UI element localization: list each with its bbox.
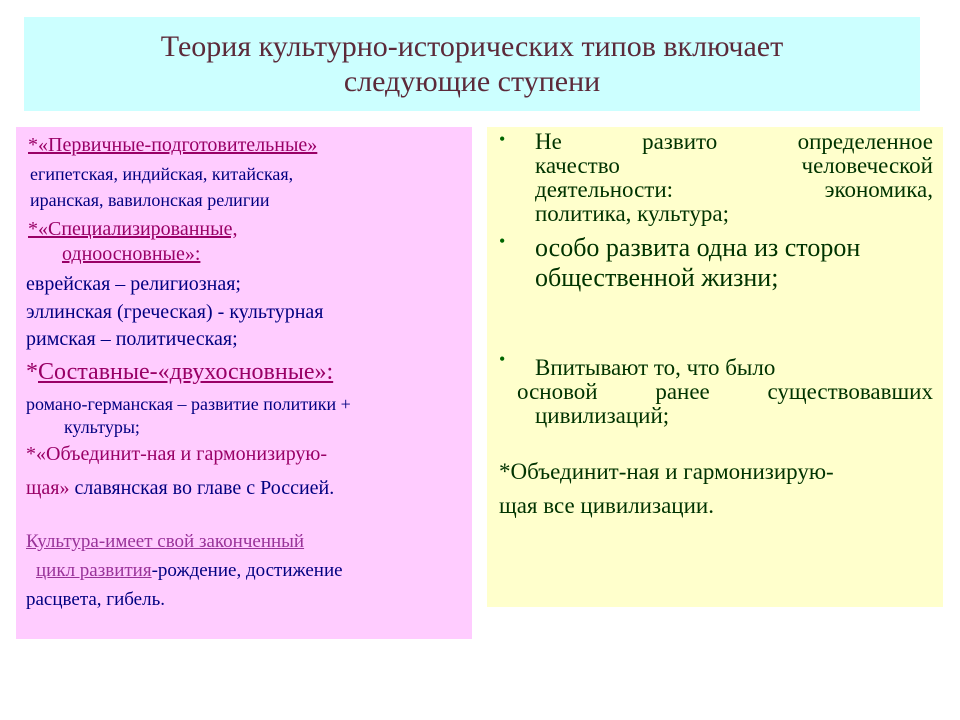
right-panel (487, 127, 943, 607)
culture-rest: -имеет свой законченный (98, 531, 305, 552)
type-2-line-3: римская – политическая; (26, 328, 238, 350)
type-3-heading (26, 359, 333, 386)
culture-cycle: цикл развития (36, 560, 152, 581)
bullet-1-line-2: качество человеческой (535, 153, 933, 178)
type-4-line (26, 477, 334, 500)
bullet-1-text (535, 130, 933, 226)
type-2-line-1: еврейская – религиозная; (26, 273, 241, 295)
type-3-line-2: культуры; (64, 417, 140, 437)
type-2-heading-1: *«Специализированные, (28, 218, 238, 240)
type-3-line-1: романо-германская – развитие политики + (26, 394, 351, 414)
type-4-desc: славянская во главе с Россией. (74, 477, 335, 499)
type-1-desc-1: египетская, индийская, китайская, (30, 164, 294, 184)
bullet-3: • (499, 349, 506, 369)
bullet-1-line-4: политика, культура; (535, 201, 729, 226)
type-4-heading-1: *«Объединит-ная и гармонизирую- (26, 443, 328, 465)
culture-line-3: расцвета, гибель. (26, 589, 166, 610)
bullet-1: • (499, 129, 506, 149)
type-2-line-2: эллинская (греческая) - культурная (26, 301, 324, 323)
culture-word: Культура (26, 531, 99, 552)
slide-title (24, 17, 920, 111)
type-1-desc-2: иранская, вавилонская религии (30, 190, 270, 210)
culture-cycle-rest: -рождение, достижение (151, 560, 343, 581)
bullet-3-line-1: Впитывают то, что было (535, 355, 776, 380)
bullet-2-line-2: общественной жизни; (535, 263, 779, 292)
culture-line-2 (36, 560, 343, 582)
culture-line-1 (26, 531, 304, 553)
bullet-2-line-1: особо развита одна из сторон (535, 233, 861, 262)
type-3-star: * (26, 359, 38, 385)
bullet-2: • (499, 231, 506, 251)
type-1-heading: *«Первичные-подготовительные» (28, 134, 318, 156)
title-line-1: Теория культурно-исторических типов включает (160, 30, 784, 63)
bullet-3-line-2: основой ранее существовавших (517, 379, 933, 404)
type-3-heading-text: Составные-«двухосновные»: (38, 359, 334, 385)
paragraph-4-line-2: щая все цивилизации. (499, 493, 714, 518)
bullet-3-line-3: цивилизаций; (535, 403, 670, 428)
title-line-2: следующие ступени (343, 65, 601, 98)
bullet-1-line-3: деятельности: экономика, (535, 177, 933, 202)
left-panel (16, 127, 472, 639)
type-4-heading-2: щая» (26, 477, 70, 499)
bullet-2-text (535, 233, 935, 293)
bullet-1-line-1: Не развито определенное (535, 129, 933, 154)
paragraph-4-line-1: *Объединит-ная и гармонизирую- (499, 459, 834, 484)
paragraph-4 (499, 455, 834, 523)
type-2-heading-2: одноосновные»: (62, 243, 201, 265)
